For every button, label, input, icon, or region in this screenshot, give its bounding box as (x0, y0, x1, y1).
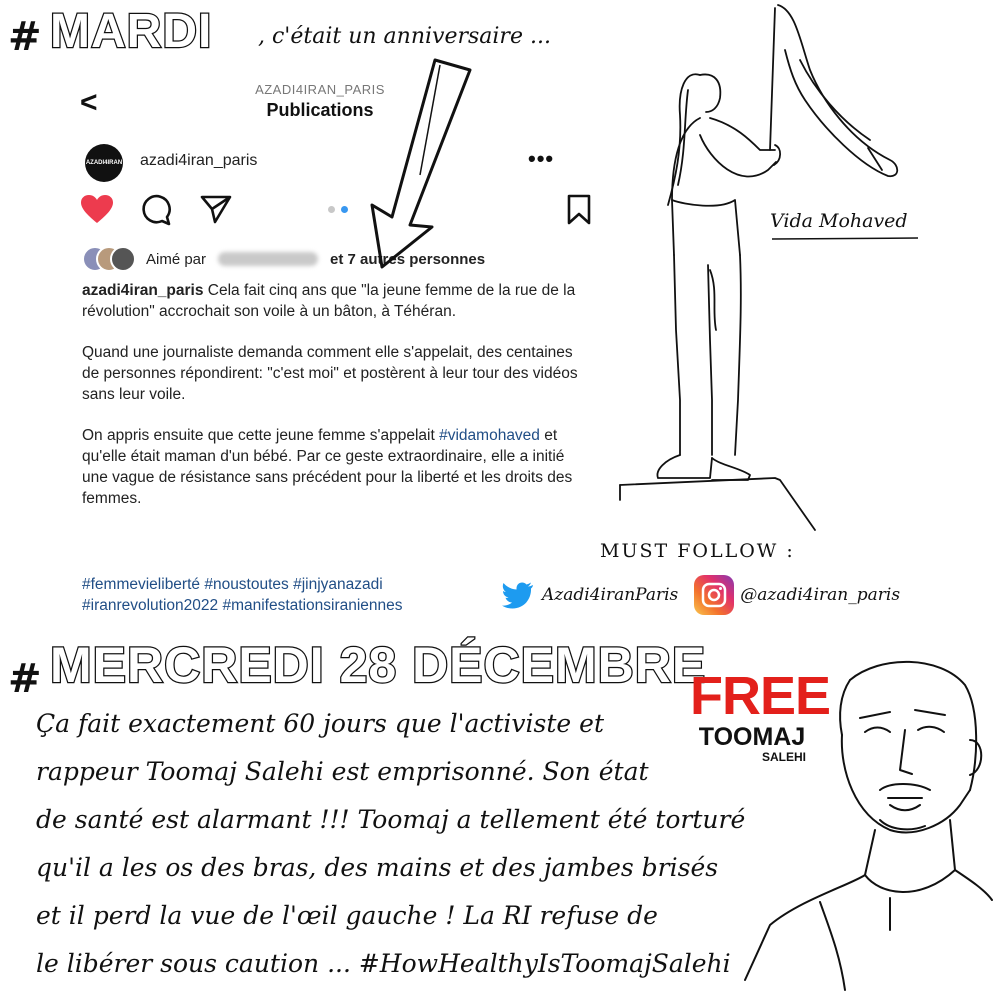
hashtags-line-1[interactable]: #femmevieliberté #noustoutes #jinjyanazadi (82, 576, 383, 593)
account-avatar[interactable] (85, 144, 123, 182)
liker-avatar (110, 246, 136, 272)
caption-paragraph-1: Cela fait cinq ans que "la jeune femme de la rue de la révolution" accrochait son voile à un bâton, à Téhéran. (82, 282, 576, 320)
must-follow-title: MUST FOLLOW : (600, 540, 795, 562)
hashtag-vidamohaved[interactable]: #vidamohaved (439, 427, 540, 444)
twitter-handle[interactable]: Azadi4iranParis (542, 585, 679, 605)
mercredi-title: MERCREDI 28 DÉCEMBRE (50, 637, 707, 693)
post-username[interactable]: azadi4iran_paris (140, 152, 258, 169)
vida-label-underline (770, 236, 920, 242)
vida-mohaved-drawing (600, 0, 930, 540)
paragraph-line-5: et il perd la vue de l'œil gauche ! La RI refuse de (36, 901, 658, 930)
carousel-dots (328, 200, 354, 218)
instagram-handle[interactable]: @azadi4iran_paris (740, 585, 901, 605)
post-hashtags[interactable] (82, 574, 502, 616)
mardi-title: MARDI (50, 5, 213, 58)
mardi-subtitle: , c'était un anniversaire ... (258, 24, 551, 49)
bookmark-icon[interactable] (566, 194, 592, 226)
liker-avatars (82, 246, 138, 272)
toomaj-paragraph (36, 700, 746, 988)
paragraph-line-2: rappeur Toomaj Salehi est emprisonné. Son état (36, 757, 649, 786)
instagram-glyph-icon (700, 581, 728, 609)
instagram-account-caps: AZADI4IRAN_PARIS (255, 82, 385, 97)
instagram-page-title: Publications (266, 100, 374, 120)
carousel-dot-active (341, 206, 348, 213)
heart-icon[interactable] (80, 194, 114, 224)
mardi-hash: # (8, 14, 42, 60)
paragraph-line-6: le libérer sous caution ... #HowHealthyIsToomajSalehi (36, 949, 731, 978)
vida-mohaved-label: Vida Mohaved (770, 210, 908, 232)
avatar-text: AZADI4IRAN (85, 160, 123, 166)
salehi-label: SALEHI (761, 750, 806, 764)
caption-paragraph-2: Quand une journaliste demanda comment elle s'appelait, des centaines de personnes répondirent: "c'est moi" et postèrent à leur tour des vidéos sans leur voile. (82, 344, 578, 403)
liked-by-suffix: et 7 autres personnes (330, 250, 486, 268)
carousel-dot (328, 206, 335, 213)
post-caption (82, 280, 582, 529)
caption-paragraph-3a: On appris ensuite que cette jeune femme s'appelait (82, 427, 435, 444)
liked-by-prefix: Aimé par (146, 250, 207, 268)
paragraph-line-3: de santé est alarmant !!! Toomaj a tellement été torturé (36, 805, 746, 834)
instagram-icon[interactable] (694, 575, 734, 615)
drawn-arrow (360, 55, 490, 270)
blurred-name (218, 252, 318, 266)
toomaj-portrait-drawing (740, 640, 995, 995)
paragraph-line-1: Ça fait exactement 60 jours que l'activiste et (36, 709, 604, 738)
caption-username[interactable]: azadi4iran_paris (82, 282, 204, 299)
paragraph-line-4: qu'il a les os des bras, des mains et des jambes brisés (36, 853, 719, 882)
caption-paragraph-3b: et qu'elle était maman d'un bébé. Par ce geste extraordinaire, elle a initié une vague de résistance sans précédent pour la liberté et les droits des femmes. (82, 427, 573, 507)
social-handles (500, 570, 900, 620)
more-options-icon[interactable]: ••• (528, 146, 555, 171)
twitter-icon[interactable] (500, 577, 536, 613)
free-label: FREE (690, 666, 831, 726)
toomaj-label: TOOMAJ (698, 723, 806, 751)
back-chevron-icon[interactable]: < (80, 86, 98, 119)
mercredi-hash: # (8, 656, 42, 702)
hashtags-line-2[interactable]: #iranrevolution2022 #manifestationsiraniennes (82, 597, 403, 614)
share-icon[interactable] (200, 194, 232, 224)
comment-icon[interactable] (140, 194, 172, 226)
